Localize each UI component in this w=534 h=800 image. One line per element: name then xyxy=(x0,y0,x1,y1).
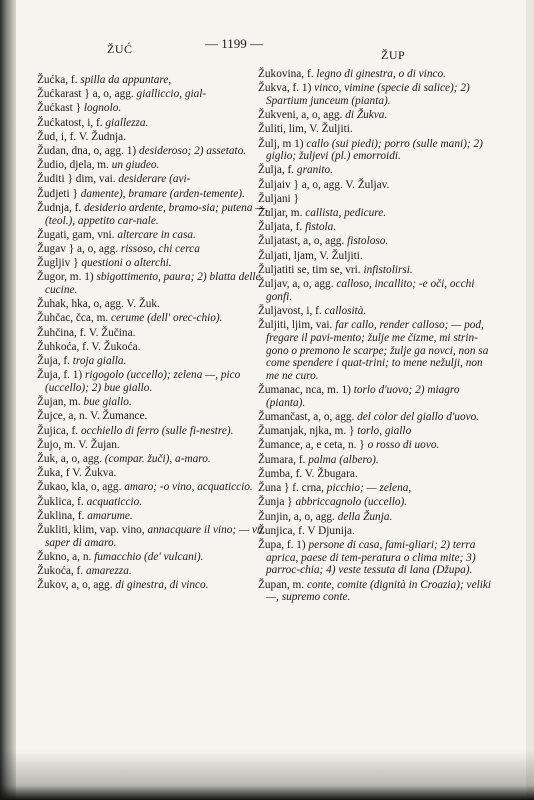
entry-headword: Žuljati, xyxy=(258,249,291,262)
entry-headword: Žuklina, xyxy=(37,509,75,522)
dictionary-entry xyxy=(258,305,496,318)
entry-headword: Žuljav, xyxy=(258,278,290,291)
entry-headword: Žunjica, xyxy=(258,524,296,537)
entry-translation: questioni o alterchi. xyxy=(81,257,172,270)
entry-headword: Žuljiti, xyxy=(258,319,290,332)
entry-grammar: a, o, agg. xyxy=(310,411,358,424)
entry-translation: della Žunja. xyxy=(337,510,393,523)
dictionary-entry xyxy=(258,439,496,452)
entry-headword: Žulj, xyxy=(258,137,280,150)
entry-grammar: i, f. xyxy=(84,116,106,129)
entry-translation: lognolo. xyxy=(83,102,122,115)
dictionary-entry xyxy=(258,82,496,107)
dictionary-entry xyxy=(37,74,271,87)
entry-headword: Žuliti, xyxy=(258,123,286,136)
entry-headword: Žuja, xyxy=(37,369,61,382)
entry-headword: Žuhkoća, xyxy=(37,340,80,353)
entry-headword: Žuklica, xyxy=(37,495,75,508)
entry-translation: amarume. xyxy=(87,509,133,522)
entry-headword: Žukva, xyxy=(258,82,290,95)
dictionary-entry xyxy=(258,511,496,524)
entry-translation: di Žukva. xyxy=(345,109,388,122)
dictionary-entry xyxy=(37,439,271,452)
dictionary-entry xyxy=(37,102,271,115)
entry-headword: Žuljata, xyxy=(258,221,293,234)
dictionary-entry xyxy=(37,257,271,270)
dictionary-entry xyxy=(258,164,496,177)
entry-grammar: } f. crna, xyxy=(281,482,327,495)
entry-grammar: hka, o, agg. V. Žuk. xyxy=(68,298,160,311)
entry-grammar: f. xyxy=(73,565,86,578)
dictionary-entry xyxy=(37,396,271,409)
dictionary-entry xyxy=(37,88,271,101)
entry-headword: Žugljiv xyxy=(37,257,71,270)
dictionary-entry xyxy=(37,298,271,311)
dictionary-entry xyxy=(258,411,496,424)
dictionary-entry xyxy=(37,145,271,158)
entry-grammar: m. xyxy=(287,207,306,220)
entry-headword: Žugor, xyxy=(37,271,67,284)
entry-translation: sbigottimento, paura; 2) blatta delle cucine. xyxy=(45,271,261,297)
entry-headword: Žuljar, xyxy=(258,207,288,220)
dictionary-entry xyxy=(37,510,271,523)
entry-headword: Žunjin, xyxy=(258,510,291,523)
dictionary-entry xyxy=(258,193,496,206)
entry-translation: callosità. xyxy=(324,304,367,317)
dictionary-entry xyxy=(37,341,271,354)
entry-headword: Žukveni, xyxy=(258,109,299,122)
entry-grammar: njka, m. } xyxy=(306,425,358,438)
entry-grammar: f. xyxy=(68,74,81,86)
entry-translation: annacquare il vino; — vn. saper di amaro. xyxy=(45,524,266,549)
entry-headword: Žukliti, xyxy=(37,524,71,536)
entry-grammar: djela, m. xyxy=(66,159,112,172)
dictionary-entry xyxy=(258,539,496,577)
dictionary-entry xyxy=(258,123,496,136)
entry-headword: Žuk, xyxy=(37,452,59,465)
entry-translation: abbriccagnolo (uccello). xyxy=(295,496,408,509)
entry-grammar: f V. Žukva. xyxy=(63,467,117,480)
entry-headword: Žuljatiti se, xyxy=(258,263,310,276)
page-number: — 1199 — xyxy=(205,36,264,51)
entry-translation: conte, comite (dignità in Croazia); veliki —, supremo conte. xyxy=(266,578,492,604)
dictionary-entry xyxy=(37,202,271,227)
entry-headword: Žukoća, xyxy=(37,565,74,578)
entry-headword: Žujica, xyxy=(37,424,69,437)
dictionary-entry xyxy=(37,425,271,438)
entry-headword: Žuhčina, xyxy=(37,326,77,339)
entry-translation: infistolirsi. xyxy=(363,263,413,276)
entry-translation: cerume (dell' orec-chio). xyxy=(111,312,223,325)
entry-translation: picchio; — zelena, xyxy=(326,482,412,495)
entry-headword: Žuljavost, xyxy=(258,304,304,317)
entry-grammar: f. V Djunija. xyxy=(295,524,355,537)
entry-headword: Žumančast, xyxy=(258,411,311,424)
dictionary-entry xyxy=(258,525,496,538)
entry-translation: calloso, incallito; -e oči, occhi gonfi. xyxy=(266,278,475,303)
entry-grammar: a, o, agg. xyxy=(290,510,338,523)
entry-grammar: ljim, vai. xyxy=(289,319,336,332)
entry-headword: Žujan, xyxy=(37,396,67,409)
entry-translation: far callo, render calloso; — pod, fregare il pavi-mento; žulje me čizme, mi strin-gono o premono le scarpe; žulje ga novci, non sa come spendere i quat-trini; to mene nežulji, non me ne curo. xyxy=(266,319,489,382)
entry-translation: torlo, giallo xyxy=(357,425,412,438)
entry-grammar: gam, vni. xyxy=(69,228,118,241)
entry-grammar: } a, o, agg. xyxy=(81,88,137,101)
dictionary-entry xyxy=(37,131,271,144)
dictionary-entry xyxy=(37,565,271,578)
left-column xyxy=(37,74,271,594)
entry-headword: Žudan, xyxy=(37,145,69,158)
entry-translation: granito. xyxy=(296,164,334,177)
entry-headword: Žudnja, xyxy=(37,201,72,214)
entry-grammar: a, o, agg. xyxy=(300,235,348,248)
dictionary-entry xyxy=(37,369,271,394)
entry-translation: occhiello di ferro (sulle fi-nestre). xyxy=(80,424,234,437)
dictionary-entry xyxy=(37,496,271,509)
dictionary-entry xyxy=(258,109,496,122)
entry-headword: Žuljani xyxy=(258,192,291,205)
entry-translation: persone di casa, fami-gliari; 2) terra aprica, paese di tem-peratura o clima mite; 3) parroc-chia; 4) veste tessuta di lana (Džupa). xyxy=(266,538,476,577)
right-column xyxy=(258,68,496,605)
entry-grammar: f. V. Žukoća. xyxy=(79,340,141,353)
entry-grammar: m. V. Žujan. xyxy=(61,438,120,451)
entry-grammar: f. xyxy=(71,201,85,214)
entry-translation: desideroso; 2) assetato. xyxy=(138,145,247,158)
entry-translation: spilla da appuntare, xyxy=(80,74,172,86)
dictionary-entry xyxy=(37,312,271,325)
entry-grammar: } xyxy=(70,257,82,270)
entry-grammar: f. 1) xyxy=(284,538,309,551)
dictionary-entry xyxy=(37,467,271,480)
entry-translation: callista, pedicure. xyxy=(305,207,387,220)
entry-headword: Žukno, xyxy=(37,550,70,563)
entry-grammar: m. 1) xyxy=(66,271,97,284)
entry-headword: Žudio, xyxy=(37,159,67,172)
entry-translation: di ginestra, di vinco. xyxy=(115,579,209,592)
entry-headword: Žuhak, xyxy=(37,298,69,311)
header-left-guide-word: ŽUĆ xyxy=(107,42,133,56)
entry-translation: bue giallo. xyxy=(83,396,132,409)
entry-grammar: a, o, agg. xyxy=(289,278,337,291)
entry-grammar: f. V. Žbugara. xyxy=(292,467,358,480)
entry-grammar: lim, V. Žuljiti. xyxy=(285,123,353,136)
header-right-guide-word: ŽUP xyxy=(381,48,406,62)
entry-grammar: čca, m. xyxy=(73,312,112,325)
entry-grammar: f. xyxy=(295,453,309,466)
entry-headword: Žukao, xyxy=(37,481,69,494)
dictionary-entry xyxy=(37,410,271,423)
dictionary-entry xyxy=(258,425,496,438)
entry-grammar: f. xyxy=(284,164,297,177)
entry-grammar: f. V. Žučina. xyxy=(76,326,136,339)
entry-translation: gialliccio, gial- xyxy=(136,88,207,101)
dictionary-entry xyxy=(37,579,271,592)
entry-headword: Župan, xyxy=(258,578,290,591)
dictionary-entry xyxy=(258,207,496,220)
entry-headword: Žumba, xyxy=(258,467,293,480)
entry-grammar: dna, o, agg. 1) xyxy=(68,145,139,158)
dictionary-entry xyxy=(258,68,496,81)
dictionary-entry xyxy=(37,159,271,172)
entry-headword: Žumanac, xyxy=(258,384,303,397)
entry-translation: rissoso, chi cerca xyxy=(120,242,200,255)
entry-grammar: f. xyxy=(60,355,73,368)
dictionary-entry xyxy=(37,481,271,494)
dictionary-entry xyxy=(258,179,496,192)
dictionary-entry xyxy=(258,468,496,481)
entry-grammar: } xyxy=(290,192,299,205)
entry-headword: Žudjeti xyxy=(37,187,70,200)
entry-grammar: a, o, agg. xyxy=(68,579,116,592)
entry-grammar: m 1) xyxy=(279,137,307,150)
page-edge-shadow xyxy=(0,0,16,800)
entry-grammar: nca, m. 1) xyxy=(302,384,354,397)
entry-grammar: f. xyxy=(292,221,306,234)
entry-grammar: } xyxy=(69,187,81,200)
entry-translation: amarezza. xyxy=(85,565,132,578)
dictionary-entry xyxy=(37,551,271,564)
page-header xyxy=(0,36,534,62)
entry-headword: Žugav xyxy=(37,242,66,255)
entry-grammar: i, f. V. Žudnja. xyxy=(58,130,127,143)
entry-grammar: } a, o, agg. xyxy=(65,242,121,255)
entry-grammar: i, f. xyxy=(303,304,325,317)
entry-grammar: ljam, V. Žuljiti. xyxy=(290,249,363,262)
entry-headword: Žućkarast xyxy=(37,88,82,101)
dictionary-entry xyxy=(258,138,496,163)
entry-translation: torlo d'uovo; 2) miagro (pianta). xyxy=(266,384,460,409)
dictionary-entry xyxy=(37,327,271,340)
entry-grammar: f. xyxy=(304,68,317,80)
entry-grammar: a, e ceta, n. } xyxy=(302,439,368,452)
entry-headword: Žuditi xyxy=(37,173,65,186)
entry-headword: Žuja, xyxy=(37,355,61,368)
dictionary-entry xyxy=(258,579,496,604)
dictionary-entry xyxy=(37,355,271,368)
dictionary-entry xyxy=(258,221,496,234)
dictionary-entry xyxy=(37,271,271,296)
entry-translation: vinco, vimine (specie di salice); 2) Spartium junceum (pianta). xyxy=(266,82,470,107)
entry-headword: Žućka, xyxy=(37,74,69,86)
entry-translation: desiderio ardente, bramo-sia; putena —, (teol.), appetito car-nale. xyxy=(45,201,269,227)
entry-translation: fistola. xyxy=(305,221,337,234)
entry-translation: rigogolo (uccello); zelena —, pico (uccello); 2) bue giallo. xyxy=(45,369,241,394)
entry-headword: Žulja, xyxy=(258,164,285,177)
entry-translation: del color del giallo d'uovo. xyxy=(357,411,480,424)
entry-translation: fumacchio (de' vulcani). xyxy=(94,550,204,563)
entry-translation: callo (sui piedi); porro (sulle mani); 2) giglio; žuljevi (pl.) emorroidi. xyxy=(266,137,483,163)
entry-headword: Žukov, xyxy=(37,579,69,592)
entry-headword: Žućkast xyxy=(37,102,73,115)
dictionary-entry xyxy=(258,496,496,509)
dictionary-entry xyxy=(258,264,496,277)
entry-headword: Žuljaiv xyxy=(258,178,291,191)
entry-grammar: klim, vap. vino, xyxy=(70,524,148,536)
entry-headword: Žunja xyxy=(258,496,285,509)
dictionary-entry xyxy=(37,229,271,242)
dictionary-entry xyxy=(37,453,271,466)
entry-translation: altercare in casa. xyxy=(117,228,196,241)
entry-grammar: m. xyxy=(66,396,84,409)
entry-grammar: m. xyxy=(289,578,307,591)
dictionary-entry xyxy=(37,188,271,201)
dictionary-entry xyxy=(258,384,496,409)
entry-headword: Žukovina, xyxy=(258,68,305,80)
entry-translation: palma (albero). xyxy=(308,453,379,466)
entry-translation: acquaticcio. xyxy=(86,495,143,508)
entry-headword: Žuna xyxy=(258,482,282,495)
entry-grammar: a, o, agg. xyxy=(58,452,105,465)
entry-grammar: f. xyxy=(74,495,87,508)
entry-headword: Žumara, xyxy=(258,453,296,466)
entry-headword: Žugati, xyxy=(37,228,70,241)
entry-headword: Žuljatast, xyxy=(258,235,301,248)
entry-grammar: f. xyxy=(68,424,81,437)
entry-grammar: } dim, vai. xyxy=(64,173,119,186)
dictionary-entry xyxy=(37,524,271,549)
entry-translation: damente), bramare (arden-temente). xyxy=(80,187,245,200)
entry-headword: Žumance, xyxy=(258,439,303,452)
entry-translation: legno di ginestra, o di vinco. xyxy=(316,68,446,80)
entry-translation: un giudeo. xyxy=(111,159,160,172)
entry-headword: Žujce, xyxy=(37,410,66,423)
entry-grammar: a, n. V. Žumance. xyxy=(65,410,148,423)
entry-headword: Žujo, xyxy=(37,438,62,451)
entry-headword: Žućkatost, xyxy=(37,116,85,129)
entry-translation: amaro; -o vino, acquaticcio. xyxy=(124,481,253,494)
entry-grammar: } xyxy=(284,496,296,509)
entry-grammar: a, o, agg. xyxy=(298,109,346,122)
dictionary-entry xyxy=(258,278,496,303)
entry-translation: troja gialla. xyxy=(72,355,127,368)
entry-grammar: kla, o, agg. xyxy=(68,481,125,494)
dictionary-entry xyxy=(37,173,271,186)
entry-grammar: } xyxy=(72,102,84,115)
entry-grammar: } a, o, agg. V. Žuljav. xyxy=(290,178,390,191)
dictionary-entry xyxy=(258,454,496,467)
entry-headword: Žumanjak, xyxy=(258,425,307,438)
entry-grammar: f. 1) xyxy=(60,369,86,382)
entry-grammar: a, n. xyxy=(69,550,95,563)
entry-translation: (compar. žuči), a-maro. xyxy=(104,452,211,465)
dictionary-entry xyxy=(258,482,496,495)
dictionary-entry xyxy=(258,319,496,383)
entry-headword: Žuka, xyxy=(37,467,64,480)
bottom-shadow xyxy=(0,750,534,800)
entry-grammar: tim se, vri. xyxy=(309,263,364,276)
dictionary-entry xyxy=(258,250,496,263)
entry-headword: Žuhčac, xyxy=(37,312,74,325)
entry-grammar: f. 1) xyxy=(289,82,315,95)
entry-translation: giallezza. xyxy=(105,116,149,129)
entry-headword: Župa, xyxy=(258,538,285,551)
entry-translation: fistoloso. xyxy=(347,235,389,248)
dictionary-entry xyxy=(37,243,271,256)
entry-translation: o rosso di uovo. xyxy=(367,439,440,452)
entry-headword: Žud, xyxy=(37,130,59,143)
entry-translation: desiderare (avi- xyxy=(118,173,191,186)
dictionary-entry xyxy=(37,117,271,130)
entry-grammar: f. xyxy=(74,509,88,522)
dictionary-entry xyxy=(258,235,496,248)
